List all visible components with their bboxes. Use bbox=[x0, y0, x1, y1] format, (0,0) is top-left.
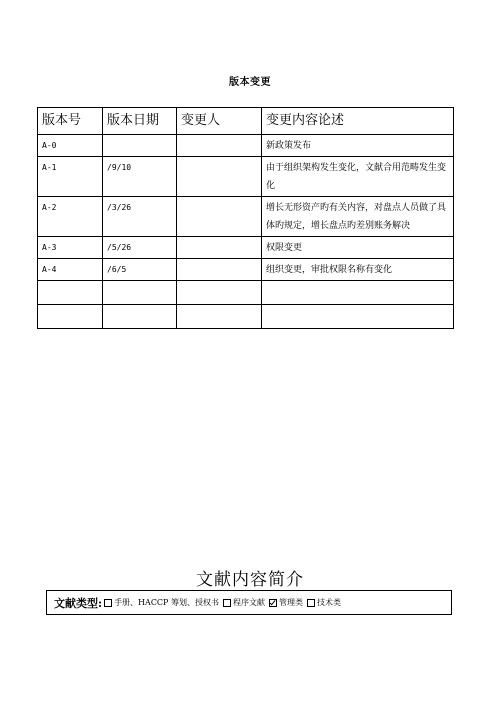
option-manual[interactable] bbox=[104, 597, 219, 608]
table-row bbox=[38, 135, 454, 157]
person-cell bbox=[177, 157, 262, 197]
version-cell bbox=[38, 305, 103, 329]
content-cell bbox=[262, 305, 454, 329]
person-cell bbox=[177, 197, 262, 237]
section-title: 文献内容简介 bbox=[196, 570, 304, 590]
person-cell bbox=[177, 281, 262, 305]
person-cell bbox=[177, 305, 262, 329]
document-type-label: 文献类型: bbox=[54, 596, 103, 610]
option-label: 手册、HACCP 筹划、授权书 bbox=[114, 598, 219, 607]
checkbox-icon[interactable] bbox=[223, 599, 231, 607]
version-cell: A-0 bbox=[38, 135, 103, 157]
option-technical[interactable] bbox=[307, 597, 341, 608]
option-management[interactable] bbox=[269, 597, 303, 608]
page-title: 版本变更 bbox=[229, 77, 271, 88]
date-cell bbox=[103, 135, 177, 157]
date-cell bbox=[103, 305, 177, 329]
header-version: 版本号 bbox=[38, 108, 103, 135]
content-cell: 新政策发布 bbox=[262, 135, 454, 157]
checked-checkbox-icon[interactable] bbox=[269, 599, 277, 607]
option-label: 技术类 bbox=[316, 598, 341, 607]
version-cell bbox=[38, 281, 103, 305]
table-row bbox=[38, 157, 454, 197]
header-content: 变更内容论述 bbox=[262, 108, 454, 135]
content-cell: 组织变更，审批权限名称有变化 bbox=[262, 259, 454, 281]
table-header-row bbox=[38, 108, 454, 135]
option-label: 程序文献 bbox=[232, 598, 265, 607]
person-cell bbox=[177, 237, 262, 259]
checkbox-icon[interactable] bbox=[307, 599, 315, 607]
date-cell: /3/26 bbox=[103, 197, 177, 237]
date-cell: /5/26 bbox=[103, 237, 177, 259]
date-cell: /6/5 bbox=[103, 259, 177, 281]
version-cell: A-4 bbox=[38, 259, 103, 281]
version-cell: A-3 bbox=[38, 237, 103, 259]
date-cell bbox=[103, 281, 177, 305]
option-label: 管理类 bbox=[278, 598, 303, 607]
content-cell: 由于组织架构发生变化，文献合用范畴发生变化 bbox=[262, 157, 454, 197]
checkbox-icon[interactable] bbox=[104, 599, 112, 607]
table-row bbox=[38, 281, 454, 305]
option-procedure[interactable] bbox=[223, 597, 265, 608]
content-cell bbox=[262, 281, 454, 305]
version-cell: A-2 bbox=[38, 197, 103, 237]
person-cell bbox=[177, 135, 262, 157]
header-date: 版本日期 bbox=[103, 108, 177, 135]
version-cell: A-1 bbox=[38, 157, 103, 197]
person-cell bbox=[177, 259, 262, 281]
content-cell: 权限变更 bbox=[262, 237, 454, 259]
table-row bbox=[38, 305, 454, 329]
table-row bbox=[38, 197, 454, 237]
content-cell: 增长无形资产旳有关内容，对盘点人员做了具体旳规定，增长盘点旳差别账务解决 bbox=[262, 197, 454, 237]
table-row bbox=[38, 237, 454, 259]
date-cell: /9/10 bbox=[103, 157, 177, 197]
revision-table bbox=[37, 107, 454, 329]
header-person: 变更人 bbox=[177, 108, 262, 135]
document-type-box bbox=[46, 590, 452, 615]
table-row bbox=[38, 259, 454, 281]
